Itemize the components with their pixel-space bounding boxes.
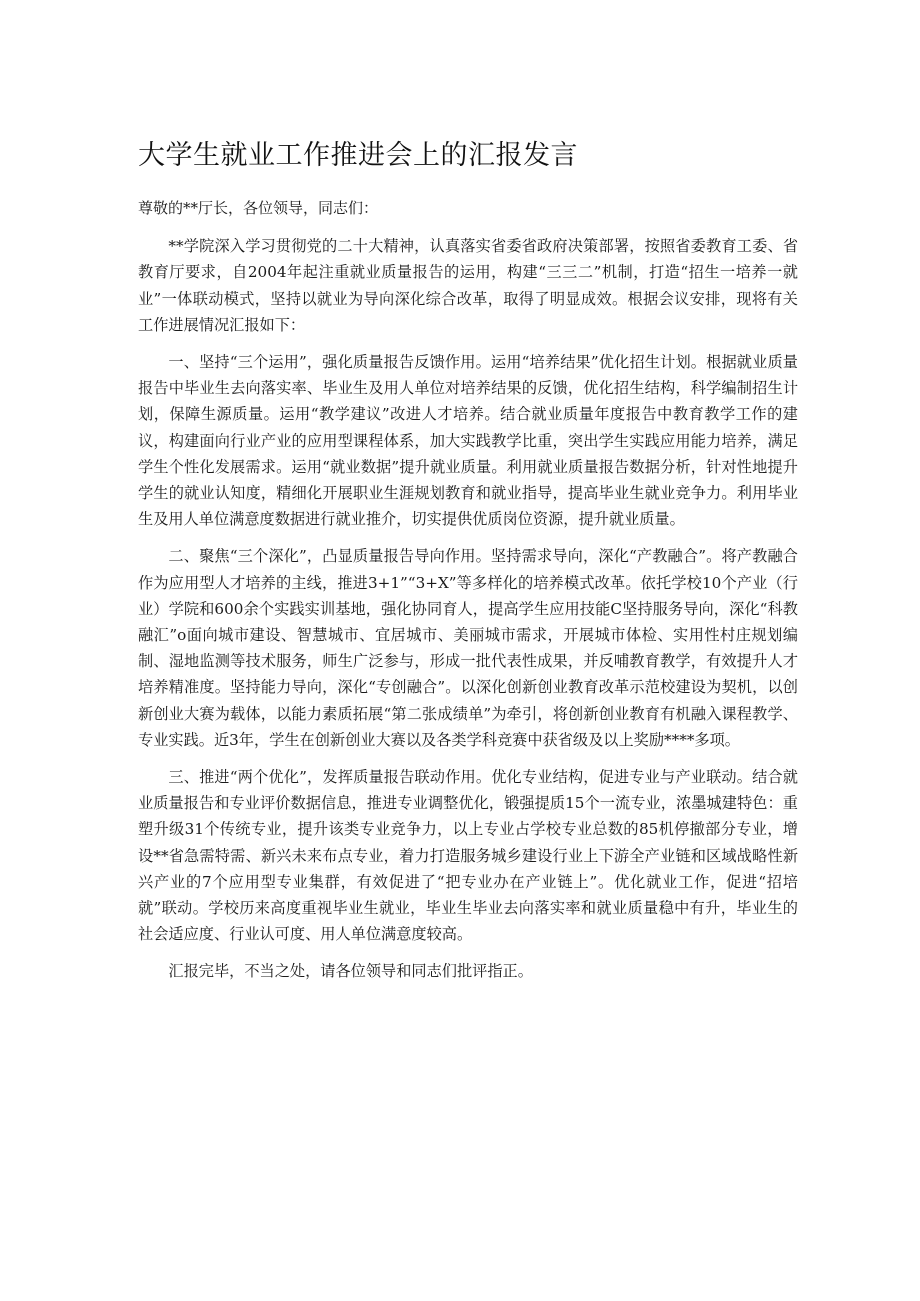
paragraph-section-two: 二、聚焦“三个深化”，凸显质量报告导向作用。坚持需求导向，深化“产教融合”。将产教融合作为应用型人才培养的主线，推进3+1”“3+X”等多样化的培养模式改革。依托学校10个产业（行业）学院和600余个实践实训基地，强化协同育人，提高学生应用技能C坚持服务导向，深化“科教融汇”o面向城市建设、智慧城市、宜居城市、美丽城市需求，开展城市体检、实用性村庄规划编制、湿地监测等技术服务，师生广泛参与，形成一批代表性成果，并反哺教育教学，有效提升人才培养精准度。坚持能力导向，深化“专创融合”。以深化创新创业教育改革示范校建设为契机，以创新创业大赛为载体，以能力素质拓展“第二张成绩单”为牵引，将创新创业教育有机融入课程教学、专业实践。近3年，学生在创新创业大赛以及各类学科竞赛中获省级及以上奖励****多项。 — [138, 547, 798, 749]
document-title: 大学生就业工作推进会上的汇报发言 — [138, 140, 578, 171]
salutation: 尊敬的**厅长，各位领导，同志们： — [138, 199, 379, 218]
paragraph-closing: 汇报完毕，不当之处，请各位领导和同志们批评指正。 — [168, 962, 533, 981]
paragraph-intro: **学院深入学习贯彻党的二十大精神，认真落实省委省政府决策部署，按照省委教育工委、省教育厅要求，自2004年起注重就业质量报告的运用，构建“三三二”机制，打造“招生一培养一就业”一体联动模式，坚持以就业为导向深化综合改革，取得了明显成效。根据会议安排，现将有关工作进展情况汇报如下： — [138, 237, 798, 334]
paragraph-section-three: 三、推进“两个优化”，发挥质量报告联动作用。优化专业结构，促进专业与产业联动。结合就业质量报告和专业评价数据信息，推进专业调整优化，锻强提质15个一流专业，浓墨城建特色：重塑升级31个传统专业，提升该类专业竞争力，以上专业占学校专业总数的85机停撤部分专业，增设**省急需特需、新兴未来布点专业，着力打造服务城乡建设行业上下游全产业链和区域战略性新兴产业的7个应用型专业集群，有效促进了“把专业办在产业链上”。优化就业工作，促进“招培就”联动。学校历来高度重视毕业生就业，毕业生毕业去向落实率和就业质量稳中有升，毕业生的社会适应度、行业认可度、用人单位满意度较高。 — [138, 767, 798, 944]
document-body — [138, 138, 798, 996]
paragraph-section-one: 一、坚持“三个运用”，强化质量报告反馈作用。运用“培养结果”优化招生计划。根据就业质量报告中毕业生去向落实率、毕业生及用人单位对培养结果的反馈，优化招生结构，科学编制招生计划，保障生源质量。运用“教学建议”改进人才培养。结合就业质量年度报告中教育教学工作的建议，构建面向行业产业的应用型课程体系，加大实践教学比重，突出学生实践应用能力培养，满足学生个性化发展需求。运用“就业数据”提升就业质量。利用就业质量报告数据分析，针对性地提升学生的就业认知度，精细化开展职业生涯规划教育和就业指导，提高毕业生就业竞争力。利用毕业生及用人单位满意度数据进行就业推介，切实提供优质岗位资源，提升就业质量。 — [138, 352, 798, 529]
